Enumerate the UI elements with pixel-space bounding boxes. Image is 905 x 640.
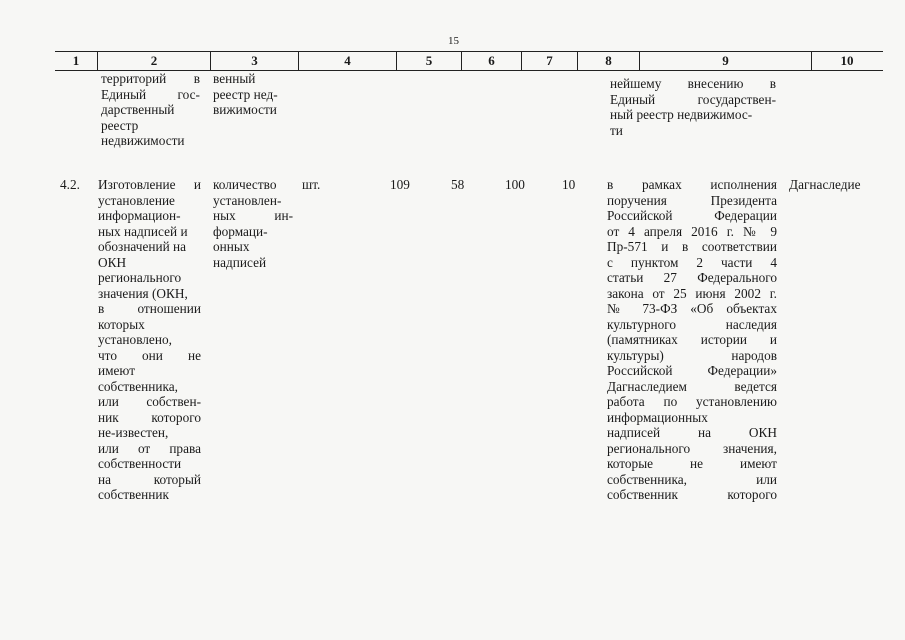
- row-value-col5: 109: [390, 177, 410, 192]
- text-line: дарственный: [101, 102, 175, 117]
- header-col-7: 7: [522, 52, 578, 70]
- text-line: реестр нед-: [213, 86, 278, 102]
- header-col-6: 6: [462, 52, 522, 70]
- text-line: Российской Федерации: [607, 208, 777, 223]
- text-line: на который: [98, 471, 201, 487]
- row-value-col7: 100: [505, 177, 525, 192]
- row-unit: шт.: [302, 177, 321, 192]
- continued-col3-cell: [213, 71, 295, 118]
- text-line: венный: [213, 71, 256, 86]
- page-number: 15: [448, 35, 459, 47]
- row-note-cell: [607, 177, 777, 503]
- text-line: что они не: [98, 347, 201, 363]
- text-line: Единый гос-: [101, 86, 200, 102]
- text-line: реестр: [101, 117, 139, 133]
- text-line: которые не имеют: [607, 456, 777, 471]
- text-line: работа по установлению: [607, 394, 777, 409]
- text-line: ник которого: [98, 409, 201, 425]
- text-line: имеют: [98, 363, 136, 378]
- header-col-4: 4: [299, 52, 397, 70]
- header-col-1: 1: [55, 52, 98, 70]
- text-line: установление: [98, 192, 175, 208]
- text-line: формаци-: [213, 223, 268, 239]
- header-col-9: 9: [640, 52, 812, 70]
- text-line: ОКН: [98, 254, 127, 270]
- text-line: Пр-571 и в соответствии: [607, 239, 777, 254]
- text-line: Изготовление и: [98, 177, 201, 192]
- text-line: от 4 апреля 2016 г. № 9: [607, 223, 777, 239]
- text-line: № 73-ФЗ «Об объектах: [607, 301, 777, 316]
- text-line: нейшему внесению в: [610, 76, 776, 91]
- text-line: территорий в: [101, 71, 200, 86]
- text-line: информационных: [607, 409, 708, 425]
- text-line: собственности: [98, 456, 182, 471]
- text-line: надписей на ОКН: [607, 425, 777, 440]
- text-line: ных ин-: [213, 208, 293, 223]
- header-col-2: 2: [98, 52, 211, 70]
- text-line: статьи 27 Федерального: [607, 270, 777, 285]
- header-col-10: 10: [840, 53, 854, 68]
- text-line: количество: [213, 177, 277, 192]
- text-line: значения (ОКН,: [98, 285, 188, 301]
- text-line: ти: [610, 122, 623, 138]
- text-line: информацион-: [98, 208, 181, 223]
- continued-col2-cell: [101, 71, 200, 149]
- continued-col9-cell: [610, 76, 776, 138]
- text-line: собственник которого: [607, 487, 777, 502]
- text-line: собственника, или: [607, 471, 777, 487]
- text-line: не-известен,: [98, 425, 169, 440]
- text-line: Единый государствен-: [610, 91, 776, 107]
- text-line: в рамках исполнения: [607, 177, 777, 192]
- text-line: в отношении: [98, 301, 201, 316]
- text-line: собственник: [98, 487, 169, 502]
- row-value-col6: 58: [451, 177, 465, 192]
- row-responsible: Дагнаследие: [789, 177, 861, 192]
- text-line: установлено,: [98, 332, 172, 347]
- header-col-3: 3: [211, 52, 299, 70]
- text-line: надписей: [213, 254, 267, 270]
- text-line: ный реестр недвижимос-: [610, 107, 753, 122]
- text-line: собственника,: [98, 378, 178, 394]
- text-line: которых: [98, 316, 145, 332]
- text-line: вижимости: [213, 102, 277, 117]
- table-header: [55, 51, 883, 71]
- text-line: Российской Федерации»: [607, 363, 777, 378]
- text-line: или от права: [98, 440, 201, 456]
- text-line: культурного наследия: [607, 316, 777, 332]
- row-value-col8: 10: [562, 177, 576, 192]
- header-col-8: 8: [578, 52, 640, 70]
- text-line: закона от 25 июня 2002 г.: [607, 285, 777, 301]
- row-name-cell: [98, 177, 201, 503]
- row-number: 4.2.: [60, 177, 80, 192]
- text-line: установлен-: [213, 192, 282, 208]
- text-line: поручения Президента: [607, 192, 777, 208]
- header-col-5: 5: [397, 52, 462, 70]
- text-line: регионального: [98, 270, 182, 285]
- text-line: Дагнаследием ведется: [607, 378, 777, 394]
- text-line: обозначений на: [98, 239, 187, 254]
- text-line: регионального значения,: [607, 440, 777, 456]
- text-line: с пунктом 2 части 4: [607, 254, 777, 270]
- text-line: культуры) народов: [607, 347, 777, 363]
- text-line: ных надписей и: [98, 223, 188, 239]
- text-line: или собствен-: [98, 394, 201, 409]
- text-line: онных: [213, 239, 250, 254]
- text-line: (памятниках истории и: [607, 332, 777, 347]
- text-line: недвижимости: [101, 133, 185, 148]
- row-indicator-cell: [213, 177, 293, 270]
